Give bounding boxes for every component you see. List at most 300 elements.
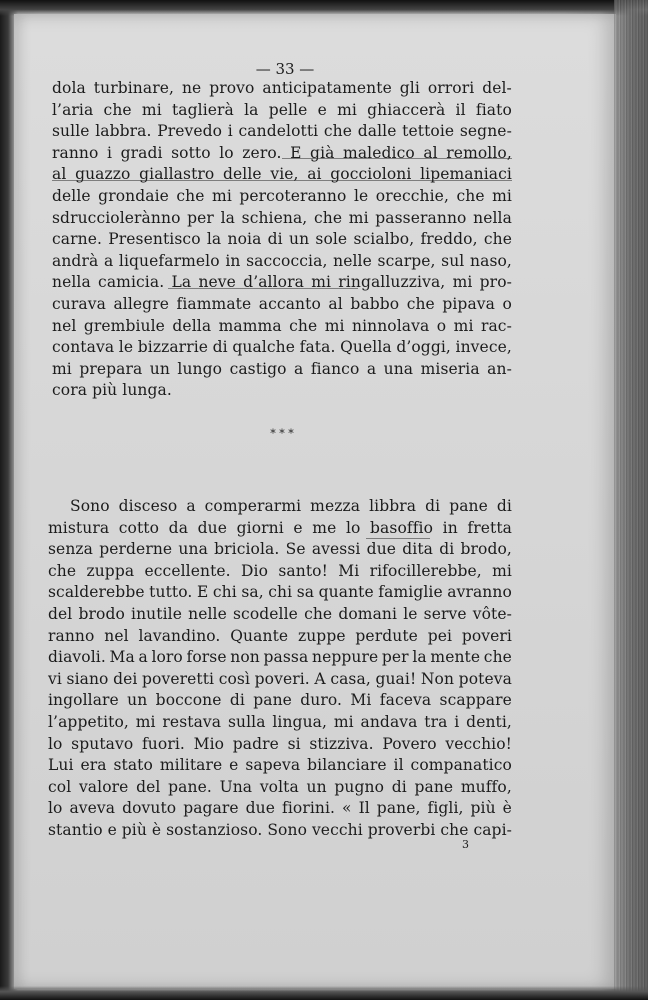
word: che [304, 604, 333, 623]
word: dola [52, 79, 86, 97]
word: rac- [480, 316, 512, 335]
word: Povero [382, 734, 437, 753]
word: sa [296, 583, 315, 602]
word: scodelle [232, 604, 298, 623]
word: poveri [461, 626, 512, 645]
word: pagare [183, 799, 239, 818]
word: tutto. [149, 583, 193, 602]
word: fretta [467, 518, 512, 537]
word: tra [424, 712, 448, 731]
word: giallastro [139, 165, 215, 184]
word: un [127, 691, 148, 710]
printer-signature-mark: 3 [462, 838, 469, 851]
word: al [328, 294, 343, 313]
word: fiato [475, 100, 512, 119]
word: castigo [229, 359, 287, 378]
section-separator [262, 427, 302, 440]
word: vôte- [472, 604, 512, 623]
text-line [48, 539, 512, 561]
word: diavoli. [48, 648, 106, 667]
word: lo [345, 518, 361, 537]
word: Se [285, 540, 306, 559]
word: due [366, 540, 397, 559]
word: o [502, 294, 512, 313]
word: saccoccia, [246, 251, 328, 270]
word: vecchio! [445, 734, 512, 753]
word: un [288, 230, 310, 249]
text-line: cora più lunga. [52, 381, 172, 400]
word: ghiaccerà [367, 100, 446, 119]
word: nelle [188, 604, 227, 623]
word: faceva [379, 691, 432, 710]
word: scarpe, [377, 251, 436, 270]
word: E [196, 583, 209, 602]
word: giorni [236, 518, 284, 537]
word: « [342, 799, 352, 818]
word: fuori. [141, 734, 185, 753]
word: Prevedo [157, 122, 223, 141]
word: scialbo, [353, 230, 415, 249]
scan-bottom-border [0, 986, 648, 1000]
word: non [230, 648, 260, 667]
pencil-underline [168, 288, 358, 289]
word: ranno [48, 626, 95, 645]
word: casa, [330, 669, 371, 688]
word: pane [253, 691, 292, 710]
word: Lui [48, 756, 74, 775]
word: Ma [109, 648, 135, 667]
word: sotto [171, 143, 211, 162]
word: avranno [447, 583, 512, 602]
text-line [52, 208, 512, 230]
word: d’allora [243, 273, 304, 292]
word: qualche [232, 338, 295, 357]
word: muffo, [460, 777, 512, 796]
word: brodo, [460, 540, 512, 559]
text-line [48, 669, 512, 691]
word: del- [482, 79, 512, 97]
word: mi [337, 100, 357, 119]
word: due [245, 799, 276, 818]
word: i [227, 122, 233, 141]
word: la [244, 100, 259, 119]
word: a [366, 359, 377, 378]
word: domani [338, 604, 398, 623]
word: e [229, 756, 239, 775]
word: proverbi [367, 820, 436, 839]
word: turbinare, [93, 79, 175, 97]
word: passeranno [375, 208, 467, 227]
word: dei [113, 669, 138, 688]
word: curava [52, 294, 106, 313]
word: lo [219, 143, 234, 162]
word: mente [430, 648, 481, 667]
word: pugno [334, 777, 385, 796]
word: scalderebbe [48, 583, 145, 602]
word: quante [318, 583, 374, 602]
word: aveva [69, 799, 116, 818]
word: che [176, 186, 205, 205]
word: che [323, 122, 353, 141]
word: inutile [131, 604, 182, 623]
word: ninnolava [352, 316, 430, 335]
word: naso, [470, 251, 512, 270]
word: labbra. [95, 122, 152, 141]
word: invece, [455, 338, 512, 357]
word: lavandino. [138, 626, 221, 645]
word: le [118, 338, 134, 357]
word: contava [52, 338, 115, 357]
word: Presentisco [108, 230, 201, 249]
word: due [197, 518, 228, 537]
word: delle [52, 186, 91, 205]
word: che [103, 100, 132, 119]
word: remollo, [446, 143, 512, 162]
word: nella [473, 208, 512, 227]
word: padre [232, 734, 279, 753]
word: nelle [333, 251, 372, 270]
separator-stars: * * * [270, 427, 294, 440]
word: gradi [120, 143, 163, 162]
word: camicia. [98, 273, 165, 292]
word: la [206, 230, 222, 249]
word: ne [181, 79, 202, 97]
word: d’oggi, [396, 338, 451, 357]
word: mi [311, 273, 332, 292]
word: neppure [311, 648, 379, 667]
word: sulla [227, 712, 266, 731]
word: Mio [193, 734, 225, 753]
paragraph-2 [48, 496, 512, 842]
word: freddo, [420, 230, 478, 249]
word: che [483, 230, 512, 249]
word: vi [48, 669, 62, 688]
word: sulle [52, 122, 90, 141]
text-line [48, 626, 512, 648]
word: forse [186, 648, 227, 667]
word: lingua, [272, 712, 328, 731]
word: mi [52, 359, 72, 378]
word: poveri. [254, 669, 310, 688]
word: valore [78, 777, 129, 796]
word: pelle [268, 100, 308, 119]
word: La [171, 273, 192, 292]
word: guai! [375, 669, 417, 688]
word: mezza [310, 497, 361, 515]
word: pane, [376, 799, 421, 818]
word: poveretti [142, 669, 215, 688]
text-line [48, 582, 512, 604]
word: e [107, 820, 117, 839]
word: del [136, 777, 161, 796]
word: più [121, 820, 147, 839]
word: miseria [420, 359, 480, 378]
word: chi [212, 583, 237, 602]
text-line [52, 316, 512, 338]
word: mi [212, 186, 232, 205]
word: perdute [355, 626, 418, 645]
text-line [48, 518, 512, 540]
text-line [52, 186, 512, 208]
word: una [178, 540, 208, 559]
word: nel [104, 626, 129, 645]
word: andava [360, 712, 418, 731]
word: cotto [118, 518, 160, 537]
word: accanto [258, 294, 321, 313]
word: passa [263, 648, 309, 667]
word: è [151, 820, 162, 839]
word: zuppa [86, 561, 135, 580]
word: me [312, 518, 337, 537]
word: mamma [218, 316, 282, 335]
pencil-underline [282, 158, 512, 159]
word: senza [48, 540, 94, 559]
word: mi [333, 712, 354, 731]
text-line [52, 337, 512, 359]
text-line [52, 229, 512, 251]
word: stantio [48, 820, 103, 839]
pencil-underline [52, 180, 512, 181]
word: mi [348, 208, 369, 227]
word: l’appetito, [48, 712, 129, 731]
word: maledico [343, 143, 415, 162]
word: sostanzioso. [166, 820, 263, 839]
word: in [225, 251, 241, 270]
word: Dio [241, 561, 269, 580]
word: taglierà [171, 100, 234, 119]
word: che [289, 316, 318, 335]
word: le [353, 186, 369, 205]
word: percoteranno [239, 186, 347, 205]
word: babbo [350, 294, 400, 313]
text-line [52, 143, 512, 165]
word: sa, [241, 583, 264, 602]
word: E [290, 143, 302, 162]
word: companatico [410, 756, 512, 775]
word: sdrucciolerànno [52, 208, 181, 227]
word: scappare [439, 691, 512, 710]
word: si [287, 734, 301, 753]
page-number: — 33 — [255, 60, 315, 78]
word: a [138, 648, 148, 667]
word: al [423, 143, 438, 162]
word: ringalluzziva, [338, 273, 446, 292]
word: la [412, 648, 427, 667]
word: Quella [340, 338, 392, 357]
word: vecchi [311, 820, 363, 839]
word: poteva [458, 669, 512, 688]
word: mi [135, 712, 156, 731]
word: fata. [299, 338, 336, 357]
word: santo! [278, 561, 328, 580]
word: della [172, 316, 212, 335]
word: segne- [459, 122, 512, 141]
word: più [470, 799, 496, 818]
word: mi [492, 561, 512, 580]
word: ranno [52, 143, 99, 162]
word: candelotti [238, 122, 319, 141]
word: lungo [177, 359, 223, 378]
word: pane [449, 497, 488, 515]
word: serve [423, 604, 467, 623]
word: volta [259, 777, 299, 796]
word: siano [66, 669, 109, 688]
word: gli [399, 79, 420, 97]
word: di [439, 540, 455, 559]
word: di [229, 691, 245, 710]
word: mi [453, 316, 474, 335]
word: lo [48, 799, 63, 818]
word: o [436, 316, 447, 335]
word: e [293, 518, 303, 537]
word: che [406, 294, 435, 313]
word: orrori [427, 79, 475, 97]
text-line [48, 604, 512, 626]
text-line [48, 647, 512, 669]
text-line [48, 734, 512, 756]
word: neve [198, 273, 236, 292]
word: e [317, 100, 327, 119]
word: dita [402, 540, 434, 559]
word: da [168, 518, 189, 537]
word: il [393, 756, 404, 775]
word: mi [141, 100, 162, 119]
word: an- [487, 359, 512, 378]
word: Mi [350, 691, 372, 710]
word: i [107, 143, 113, 162]
word: carne. [52, 230, 103, 249]
text-line [52, 78, 512, 100]
word: a [186, 497, 196, 515]
word: di [212, 338, 228, 357]
word: denti, [466, 712, 512, 731]
word: fiorini. [282, 799, 336, 818]
word: di [496, 497, 512, 515]
book-page-edges [614, 0, 648, 1000]
word: zuppe [297, 626, 346, 645]
word: un [306, 777, 327, 796]
word: col [48, 777, 72, 796]
word: nel [52, 316, 77, 335]
word: prepara [79, 359, 143, 378]
word: Una [219, 777, 253, 796]
text-line [48, 690, 512, 712]
word: loro [151, 648, 183, 667]
word: è [502, 799, 512, 818]
text-line [52, 251, 512, 273]
text-line [48, 798, 512, 820]
word: dalle [357, 122, 397, 141]
word: grondaie [98, 186, 169, 205]
word: vie, [270, 165, 299, 184]
word: lipemaniaci [420, 165, 512, 184]
word: anticipatamente [262, 79, 392, 97]
word: restava [162, 712, 222, 731]
word: sole [315, 230, 348, 249]
word: ai [307, 165, 322, 184]
word: chi [268, 583, 293, 602]
word: a [294, 359, 304, 378]
word: avessi [311, 540, 361, 559]
word: di [391, 777, 407, 796]
word: sapeva [245, 756, 301, 775]
word: di [425, 497, 441, 515]
word: eccellente. [144, 561, 231, 580]
word: stato [113, 756, 153, 775]
word: pei [427, 626, 453, 645]
word: Non [420, 669, 455, 688]
word: libbra [369, 497, 417, 515]
word: A [314, 669, 326, 688]
word: così [218, 669, 251, 688]
word: pane [414, 777, 454, 796]
word: dovuto [122, 799, 177, 818]
text-line [48, 712, 512, 734]
text-line [48, 755, 512, 777]
word: andrà [52, 251, 99, 270]
word: famiglie [378, 583, 443, 602]
text-line [52, 100, 512, 122]
word: Il [358, 799, 370, 818]
word: che [440, 820, 469, 839]
word: mi [492, 186, 512, 205]
word: nella [52, 273, 91, 292]
word: grembiule [83, 316, 165, 335]
word: liquefarmelo [118, 251, 220, 270]
word: boccone [155, 691, 222, 710]
word: che [48, 561, 77, 580]
word: mi [324, 316, 345, 335]
text-line [48, 496, 512, 518]
word: le [403, 604, 418, 623]
word: al [52, 165, 67, 184]
paragraph-1 [52, 78, 512, 402]
word: delle [223, 165, 262, 184]
word: sul [441, 251, 465, 270]
word: bilanciare [307, 756, 387, 775]
word: noia [227, 230, 262, 249]
word: un [149, 359, 170, 378]
word: guazzo [75, 165, 131, 184]
word: che [313, 208, 343, 227]
word: che [483, 648, 512, 667]
word: che [456, 186, 485, 205]
word: schiena, [241, 208, 308, 227]
word: allegre [113, 294, 169, 313]
word: provo [209, 79, 255, 97]
word: era [80, 756, 107, 775]
word: capi- [473, 820, 512, 839]
text-line [48, 561, 512, 583]
word: goccioloni [330, 165, 412, 184]
word: di [267, 230, 283, 249]
word: militare [159, 756, 223, 775]
word: duro. [300, 691, 343, 710]
word: pipava [442, 294, 495, 313]
word: fiammate [176, 294, 252, 313]
text-line [52, 359, 512, 381]
word: per [381, 648, 409, 667]
text-line [52, 272, 512, 294]
word: del [48, 604, 73, 623]
word: orecchie, [375, 186, 449, 205]
word: mistura [48, 518, 110, 537]
word: per [187, 208, 214, 227]
text-line [52, 164, 512, 186]
word: briciola. [214, 540, 280, 559]
word: mi [452, 273, 473, 292]
word: i [454, 712, 460, 731]
